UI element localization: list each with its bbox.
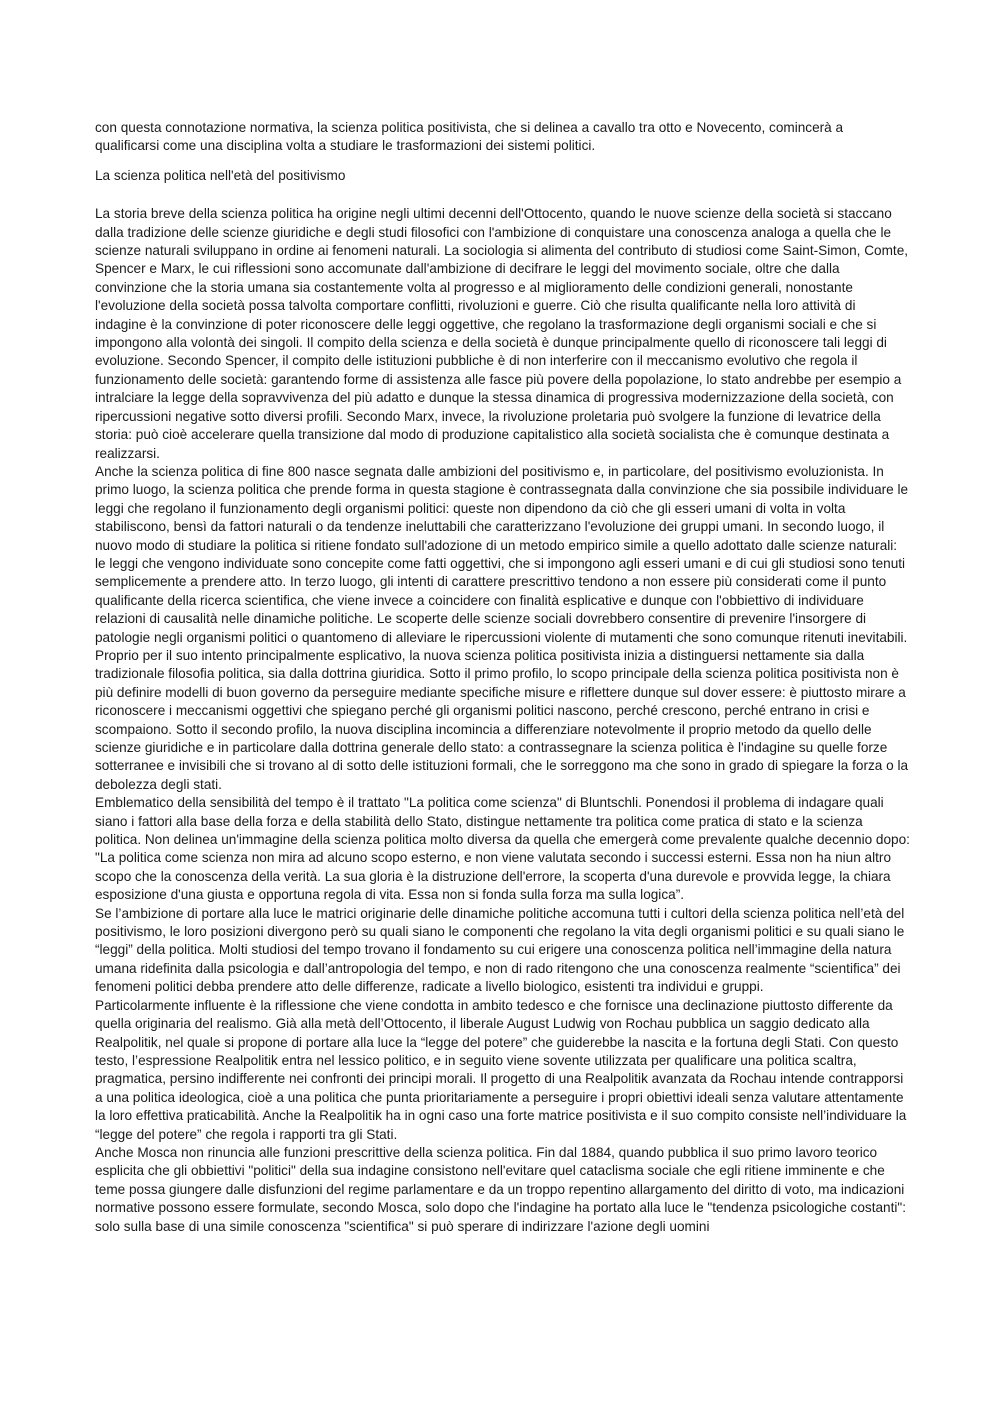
body-paragraph: Emblematico della sensibilità del tempo è il trattato "La politica come scienza" di Bluntschli. Ponendosi il problema di indagare quali siano i fattori alla base della forza e della stabilità dello Stato, distingue nettamente tra politica come pratica di stato e la scienza politica. Non delinea un'immagine della scienza politica molto diversa da quella che emergerà come prevalente qualche decennio dopo: (95, 795, 910, 848)
body-paragraph: Particolarmente influente è la riflessione che viene condotta in ambito tedesco e che fornisce una declinazione piuttosto differente da quella originaria del realismo. Già alla metà dell’Ottocento, il liberale August Ludwig von Rochau pubblica un saggio dedicato alla Realpolitik, nel quale si propone di portare alla luce la “legge del potere” che guiderebbe la nascita e la fortuna degli Stati. Con questo testo, l’espressione Realpolitik entra nel lessico politico, e in seguito viene sovente utilizzata per qualificare una politica scaltra, pragmatica, persino indifferente nei confronti dei principi morali. Il progetto di una Realpolitik avanzata da Rochau intende contrapporsi a una politica ideologica, cioè a una politica che punta prioritariamente a perseguire i propri obiettivi ideali senza valutare attentamente la loro effettiva praticabilità. Anche la Realpolitik ha in ogni caso una forte matrice positivista e il suo compito consiste nell’individuare la “legge del potere” che regola i rapporti tra gli Stati. (95, 997, 907, 1142)
body-paragraph: La storia breve della scienza politica ha origine negli ultimi decenni dell'Ottocento, quando le nuove scienze della società si staccano dalla tradizione delle scienze giuridiche e degli studi filosofici con l'ambizione di conquistare una conoscenza analoga a quella che le scienze naturali sviluppano in ordine ai fenomeni naturali. La sociologia si alimenta del contributo di studiosi come Saint-Simon, Comte, Spencer e Marx, le cui riflessioni sono accomunate dall'ambizione di decifrare le leggi del movimento sociale, oltre che dalla convinzione che la storia umana sia costantemente volta al progresso e al miglioramento delle condizioni generali, nonostante l'evoluzione della società possa talvolta comportare conflitti, rivoluzioni e guerre. Ciò che risulta qualificante nella loro attività di indagine è la convinzione di poter riconoscere delle leggi oggettive, che regolano la trasformazione degli organismi sociali e che si impongono alla volontà dei singoli. Il compito della scienza e della società è dunque principalmente quello di riconoscere tali leggi di evoluzione. Secondo Spencer, il compito delle istituzioni pubbliche è di non interferire con il meccanismo evolutivo che regola il funzionamento delle società: garantendo forme di assistenza alle fasce più povere della popolazione, lo stato andrebbe per esempio a intralciare la legge della sopravvivenza del più adatto e dunque la stessa dinamica di progressiva modernizzazione della società, con ripercussioni negative sotto diversi profili. Secondo Marx, invece, la rivoluzione proletaria può svolgere la funzione di levatrice della storia: può cioè accelerare quella transizione dal modo di produzione capitalistico alla società socialista che è comunque destinata a realizzarsi. (95, 206, 909, 461)
section-title: La scienza politica nell'età del positivismo (95, 167, 346, 183)
body-paragraph: Anche Mosca non rinuncia alle funzioni prescrittive della scienza politica. Fin dal 1884, quando pubblica il suo primo lavoro teorico esplicita che gli obbiettivi "politici" della sua indagine consistono nell'evitare quel cataclisma sociale che egli ritiene imminente e che teme possa giungere dalle disfunzioni del regime parlamentare e da un troppo repentino allargamento del diritto di voto, ma indicazioni normative possono essere formulate, secondo Mosca, solo dopo che l'indagine ha portato alla luce le "tendenza psicologiche costanti": solo sulla base di una simile conoscenza "scientifica" si può sperare di indirizzare l'azione degli uomini (95, 1144, 906, 1234)
quote-paragraph: "La politica come scienza non mira ad alcuno scopo esterno, e non viene valutata secondo i successi esterni. Essa non ha niun altro scopo che la conoscenza della verità. La sua gloria è la distruzione dell'errore, la scoperta d'una durevole e provvida legge, la chiara esposizione d'una giusta e opportuna regola di vita. Essa non si fonda sulla forza ma sulla logica”. (95, 850, 891, 903)
body-paragraph: Se l’ambizione di portare alla luce le matrici originarie delle dinamiche politiche accomuna tutti i cultori della scienza politica nell’età del positivismo, le loro posizioni divergono però su quali siano le componenti che regolano la vita degli organismi politici e su quali siano le “leggi” della politica. Molti studiosi del tempo trovano il fondamento su cui erigere una conoscenza politica nell’immagine della natura umana ridefinita dalla psicologia e dall’antropologia del tempo, e non di rado ritengono che una conoscenza realmente “scientifica” dei fenomeni politici debba prendere atto delle differenze, radicate a livello biologico, esistenti tra individui e gruppi. (95, 905, 905, 995)
body-paragraph: Proprio per il suo intento principalmente esplicativo, la nuova scienza politica positivista inizia a distinguersi nettamente sia dalla tradizionale filosofia politica, sia dalla dottrina giuridica. Sotto il primo profilo, lo scopo principale della scienza politica positivista non è più definire modelli di buon governo da perseguire mediante specifiche misure e riflettere dunque sul dover essere: è piuttosto mirare a riconoscere i meccanismi oggettivi che spiegano perché gli organismi politici nascono, perché crescono, perché entrano in crisi e scompaiono. Sotto il secondo profilo, la nuova disciplina incomincia a differenziare notevolmente il proprio metodo da quello delle scienze giuridiche e in particolare dalla dottrina generale dello stato: a contrassegnare la scienza politica è l'indagine su quelle forze sotterranee e invisibili che si trovano al di sotto delle istituzioni formali, che le sorreggono ma che sono in grado di spiegare la forza o la debolezza degli stati. (95, 647, 909, 792)
document-page (95, 119, 910, 1236)
body-paragraph: Anche la scienza politica di fine 800 nasce segnata dalle ambizioni del positivismo e, in particolare, del positivismo evoluzionista. In primo luogo, la scienza politica che prende forma in questa stagione è contrassegnata dalla convinzione che sia possibile individuare le leggi che regolano il funzionamento degli organismi politici: queste non dipendono da ciò che gli esseri umani di volta in volta stabiliscono, bensì da fattori naturali o da tendenze ineluttabili che caratterizzano l'evoluzione dei gruppi umani. In secondo luogo, il nuovo modo di studiare la politica si ritiene fondato sull'adozione di un metodo empirico simile a quello adottato dalle scienze naturali: le leggi che vengono individuate sono concepite come fatti oggettivi, che si impongono agli esseri umani e di cui gli studiosi sono tenuti semplicemente a prendere atto. In terzo luogo, gli intenti di carattere prescrittivo tendono a non essere più considerati come il punto qualificante della ricerca scientifica, che viene invece a coincidere con finalità esplicative e dunque con l'obbiettivo di individuare relazioni di causalità nelle dinamiche politiche. Le scoperte delle scienze sociali dovrebbero consentire di prevenire l'insorgere di patologie negli organismi politici o quantomeno di alleviare le ripercussioni violente di mutamenti che sono comunque ritenuti inevitabili. (95, 463, 909, 645)
intro-paragraph: con questa connotazione normativa, la scienza politica positivista, che si delinea a cavallo tra otto e Novecento, comincerà a qualificarsi come una disciplina volta a studiare le trasformazioni dei sistemi politici. (95, 120, 844, 154)
